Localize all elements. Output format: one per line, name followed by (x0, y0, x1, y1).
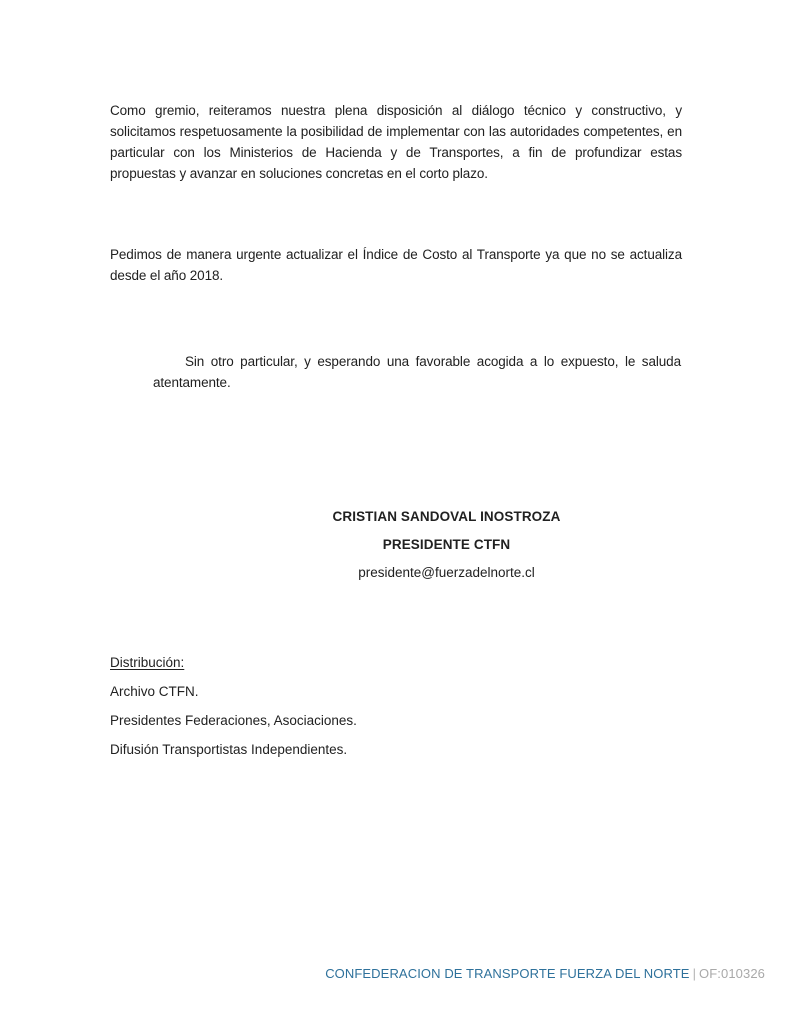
footer-org-name: CONFEDERACION DE TRANSPORTE FUERZA DEL NORTE (325, 966, 690, 981)
signature-name: CRISTIAN SANDOVAL INOSTROZA (332, 509, 561, 524)
signature-email: presidente@fuerzadelnorte.cl (358, 565, 535, 580)
distribution-block (110, 648, 357, 764)
footer-reference-number: OF:010326 (699, 966, 765, 981)
distribution-item-difusion: Difusión Transportistas Independientes. (110, 742, 348, 757)
paragraph-closing: Sin otro particular, y esperando una favorable acogida a lo expuesto, le saluda atentamente. (153, 353, 681, 390)
distribution-item-presidentes: Presidentes Federaciones, Asociaciones. (110, 713, 357, 728)
paragraph-request: Pedimos de manera urgente actualizar el Índice de Costo al Transporte ya que no se actualiza desde el año 2018. (110, 246, 682, 283)
distribution-item-archivo: Archivo CTFN. (110, 684, 199, 699)
signature-title: PRESIDENTE CTFN (382, 537, 511, 552)
signature-block (110, 503, 783, 587)
distribution-heading: Distribución: (110, 655, 185, 670)
paragraph-opening: Como gremio, reiteramos nuestra plena disposición al diálogo técnico y constructivo, y solicitamos respetuosamente la posibilidad de implementar con las autoridades competentes, en particular con los Ministerios de Hacienda y de Transportes, a fin de profundizar estas propuestas y avanzar en soluciones concretas en el corto plazo. (110, 102, 682, 181)
footer-separator: | (692, 966, 697, 981)
page-footer (325, 966, 765, 982)
